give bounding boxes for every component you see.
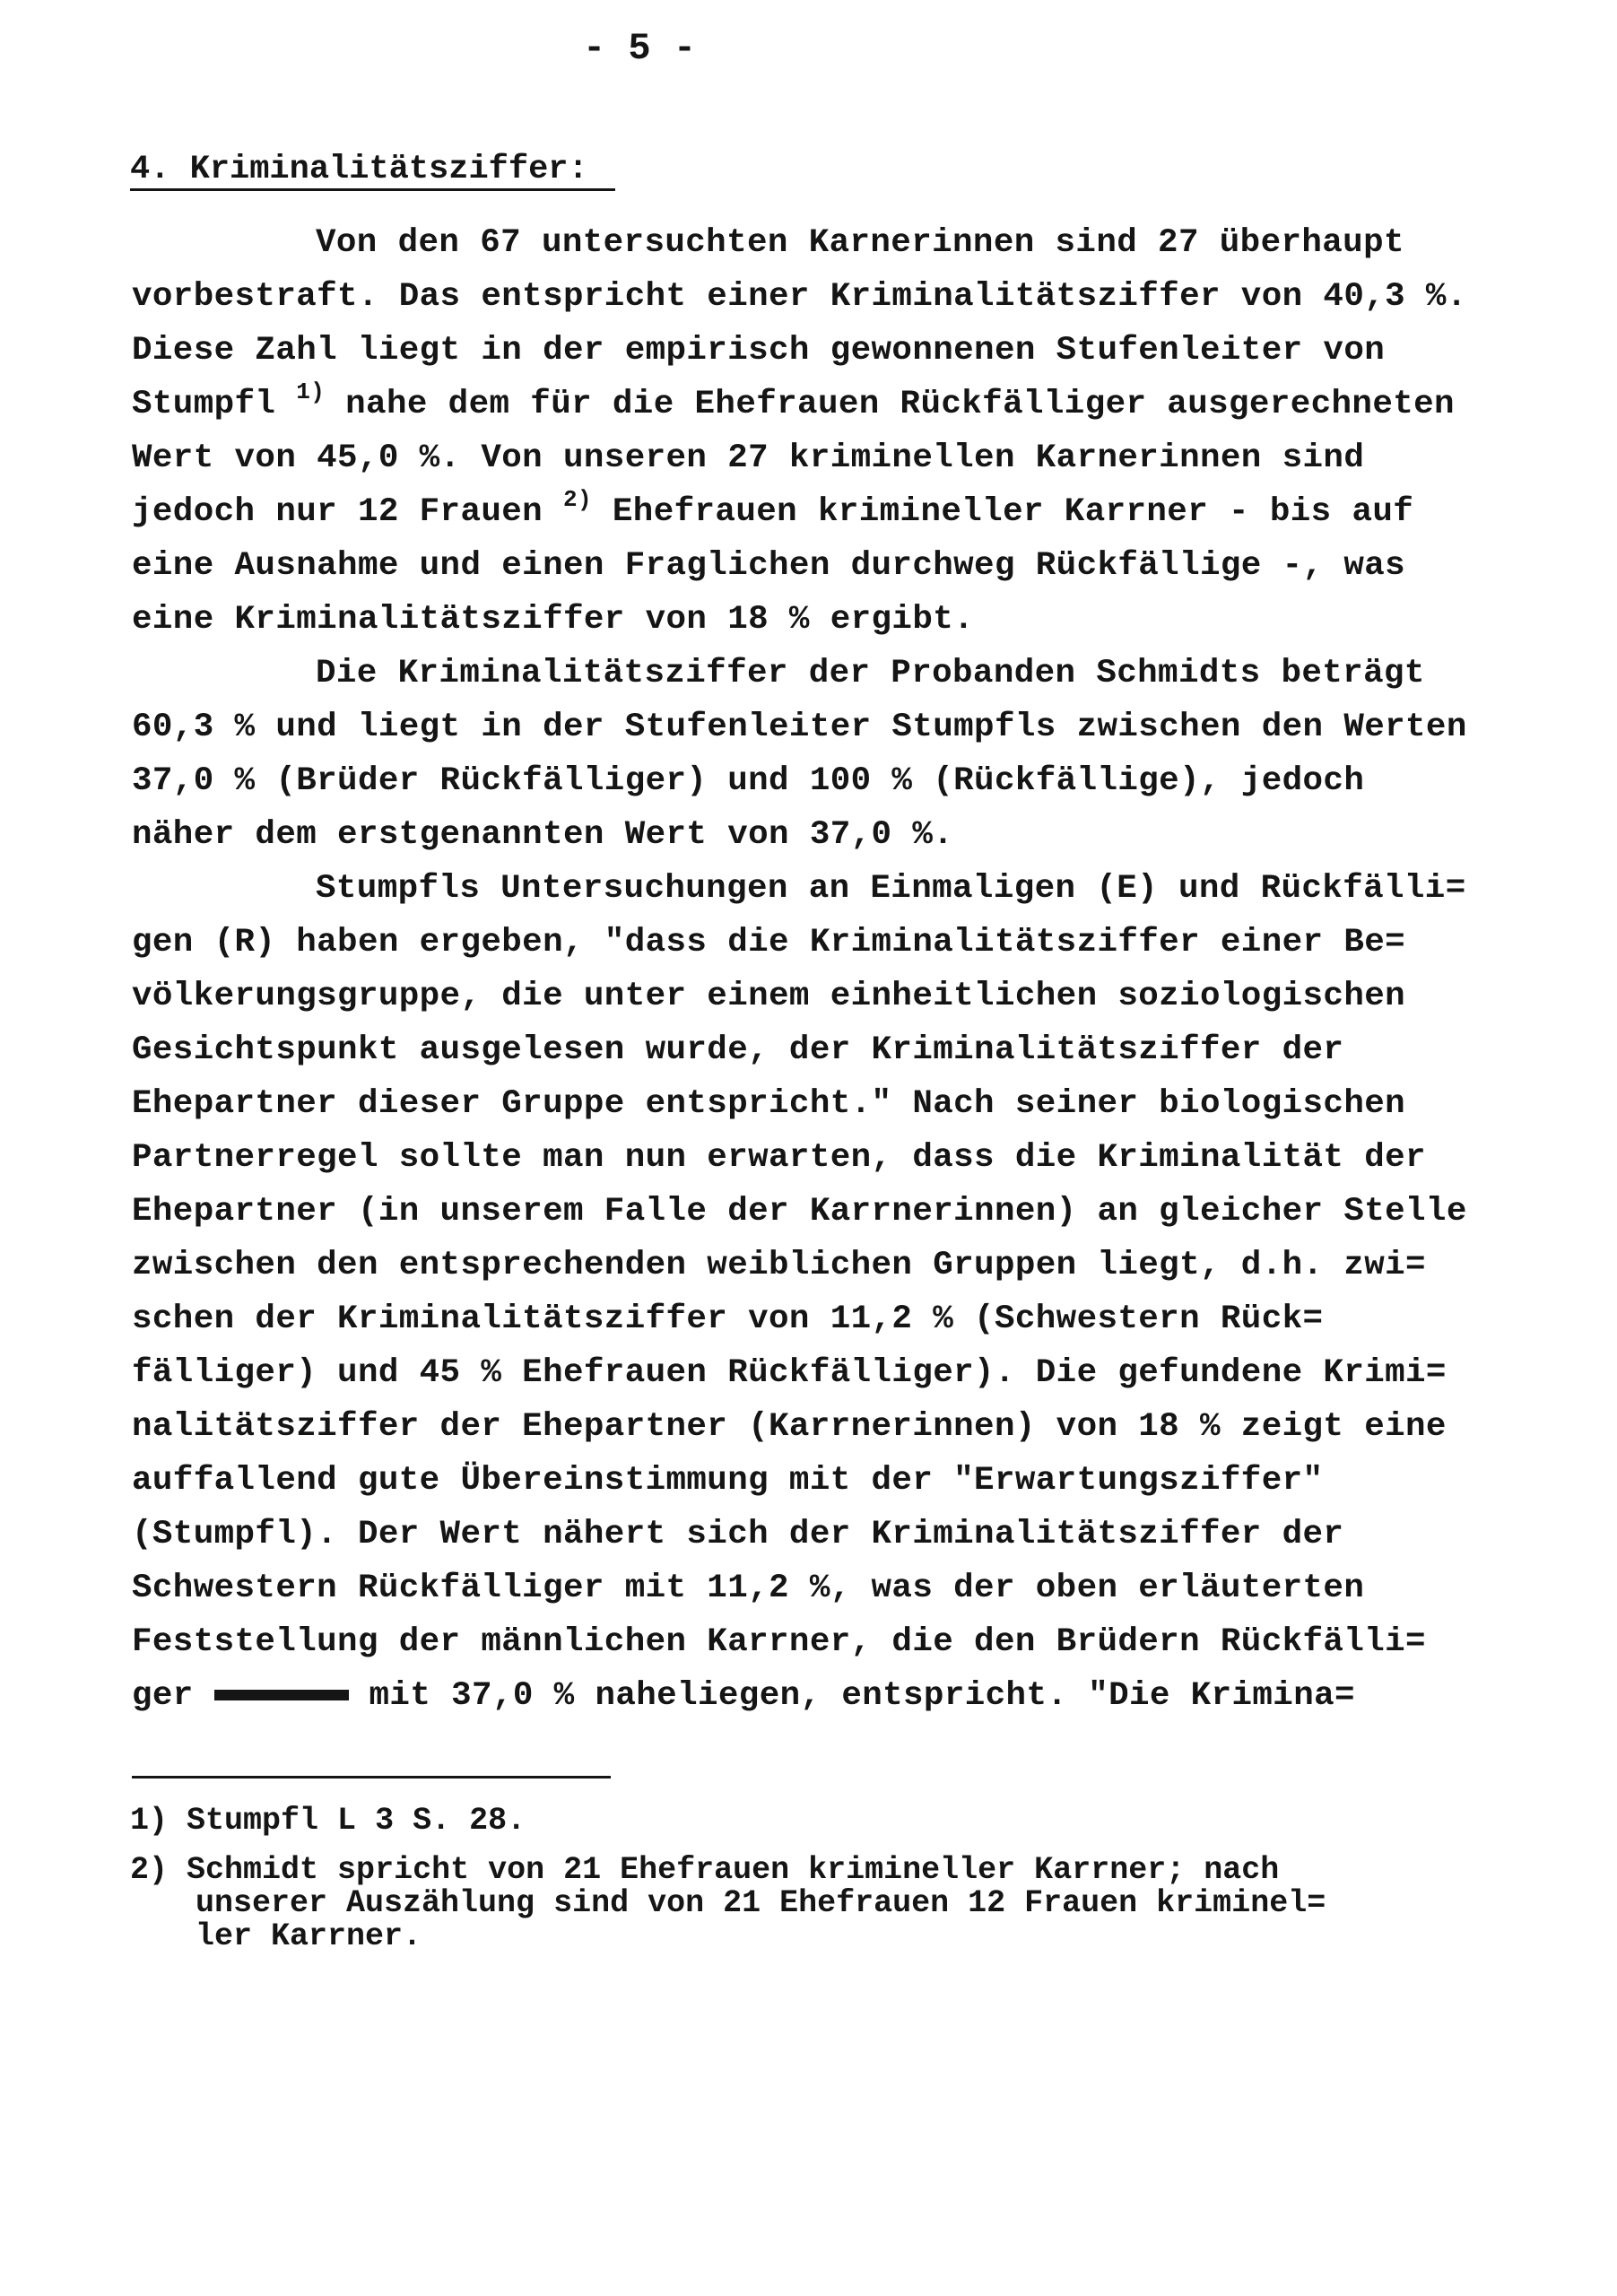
body-line-part: ger [132, 1677, 194, 1715]
body-line [132, 378, 1455, 423]
footnote-ref-1: 1) [296, 378, 326, 405]
body-line: Ehepartner dieser Gruppe entspricht." Nach seiner biologischen [132, 1085, 1406, 1123]
body-line: eine Ausnahme und einen Fraglichen durchweg Rückfällige -, was [132, 547, 1406, 585]
body-line: Ehepartner (in unserem Falle der Karrnerinnen) an gleicher Stelle [132, 1193, 1467, 1231]
body-line: Stumpfls Untersuchungen an Einmaligen (E) und Rückfälli= [316, 870, 1466, 908]
footnote-text: Schmidt spricht von 21 Ehefrauen krimineller Karrner; nach [187, 1852, 1280, 1888]
footnote-divider [132, 1776, 611, 1779]
body-line: schen der Kriminalitätsziffer von 11,2 % (Schwestern Rück= [132, 1300, 1324, 1338]
body-line: Gesichtspunkt ausgelesen wurde, der Kriminalitätsziffer der [132, 1031, 1344, 1069]
body-line: Feststellung der männlichen Karrner, die den Brüdern Rückfälli= [132, 1623, 1426, 1661]
body-line: Die Kriminalitätsziffer der Probanden Schmidts beträgt [316, 655, 1425, 692]
footnote-2-continued: unserer Auszählung sind von 21 Ehefrauen 12 Frauen kriminel= [196, 1885, 1326, 1921]
body-line: Diese Zahl liegt in der empirisch gewonnenen Stufenleiter von [132, 332, 1386, 370]
body-line: 37,0 % (Brüder Rückfälliger) und 100 % (Rückfällige), jedoch [132, 762, 1365, 800]
body-line: Schwestern Rückfälliger mit 11,2 %, was der oben erläuterten [132, 1570, 1365, 1607]
footnote-mark: 1) [130, 1803, 169, 1839]
body-line: gen (R) haben ergeben, "dass die Kriminalitätsziffer einer Be= [132, 924, 1406, 961]
body-line-part: Ehefrauen krimineller Karrner - bis auf [612, 493, 1414, 531]
body-line: fälliger) und 45 % Ehefrauen Rückfälliger). Die gefundene Krimi= [132, 1354, 1447, 1392]
footnote-2-continued: ler Karrner. [196, 1918, 422, 1954]
section-heading: 4. Kriminalitätsziffer: [130, 151, 615, 191]
page-number: - 5 - [583, 27, 697, 70]
body-line: Partnerregel sollte man nun erwarten, dass die Kriminalität der [132, 1139, 1426, 1177]
body-line: auffallend gute Übereinstimmung mit der "Erwartungsziffer" [132, 1462, 1324, 1500]
body-line [132, 1677, 1355, 1715]
footnote-1 [130, 1803, 526, 1839]
footnote-text: Stumpfl L 3 S. 28. [187, 1803, 526, 1839]
body-line: (Stumpfl). Der Wert nähert sich der Kriminalitätsziffer der [132, 1516, 1344, 1553]
footnote-2 [130, 1852, 1279, 1888]
body-line-part: jedoch nur 12 Frauen [132, 493, 543, 531]
body-line-part: Stumpfl [132, 386, 276, 423]
body-line: eine Kriminalitätsziffer von 18 % ergibt. [132, 601, 975, 639]
body-line: nalitätsziffer der Ehepartner (Karrnerinnen) von 18 % zeigt eine [132, 1408, 1447, 1446]
body-line: zwischen den entsprechenden weiblichen Gruppen liegt, d.h. zwi= [132, 1247, 1426, 1284]
body-line-part: nahe dem für die Ehefrauen Rückfälliger ausgerechneten [345, 386, 1455, 423]
footnote-mark: 2) [130, 1852, 169, 1888]
body-line [132, 486, 1414, 531]
body-line: vorbestraft. Das entspricht einer Kriminalitätsziffer von 40,3 %. [132, 278, 1467, 316]
body-line: näher dem erstgenannten Wert von 37,0 %. [132, 816, 954, 854]
body-line: Wert von 45,0 %. Von unseren 27 kriminellen Karnerinnen sind [132, 439, 1365, 477]
body-line-part: mit 37,0 % naheliegen, entspricht. "Die Krimina= [369, 1677, 1355, 1715]
body-line: 60,3 % und liegt in der Stufenleiter Stumpfls zwischen den Werten [132, 709, 1467, 746]
body-line: völkerungsgruppe, die unter einem einheitlichen soziologischen [132, 978, 1406, 1015]
struck-out-text [214, 1690, 349, 1700]
footnote-ref-2: 2) [562, 486, 592, 513]
body-line: Von den 67 untersuchten Karnerinnen sind 27 überhaupt [316, 224, 1404, 262]
